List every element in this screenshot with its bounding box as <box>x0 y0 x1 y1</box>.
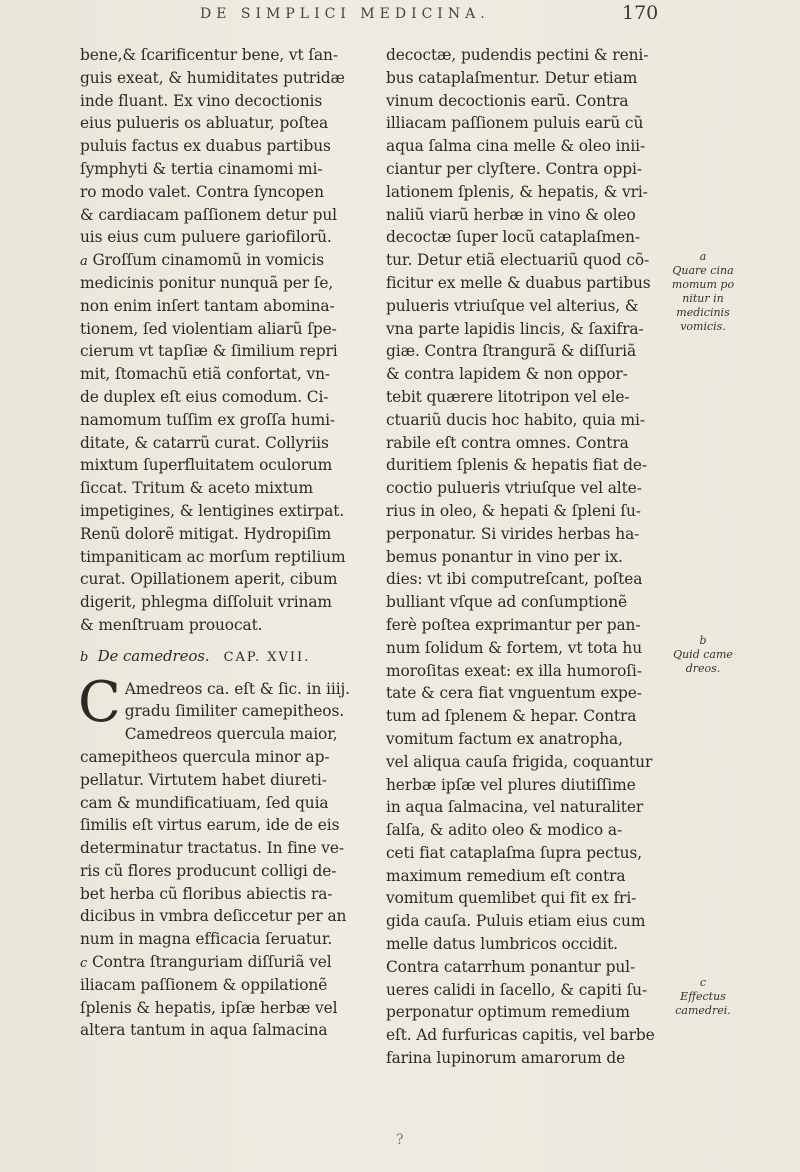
margin-note-a <box>668 250 738 334</box>
chapter-line: ſimilis eſt virtus earum, ide de eis <box>80 816 340 835</box>
left-top-line: guis exeat, & humiditates putridæ <box>80 68 345 87</box>
margin-text-c: Effectus camedrei. <box>675 990 731 1017</box>
chapter-lines <box>78 669 358 952</box>
line-a-first <box>80 249 358 272</box>
right-column-line: rius in oleo, & hepati & ſpleni ſu- <box>386 501 641 520</box>
right-column-line: tum ad ſplenem & hepar. Contra <box>386 707 637 726</box>
left-top-paragraph <box>80 44 358 249</box>
right-column-line: ctuariũ ducis hoc habito, quia mi- <box>386 410 645 429</box>
paragraph-c <box>80 951 358 1042</box>
margin-note-b <box>668 634 738 676</box>
right-column-line: in aqua ſalmacina, vel naturaliter <box>386 798 644 817</box>
right-column-line: gida cauſa. Puluis etiam eius cum <box>386 912 646 931</box>
line-text: Groſſum cinamomũ in vomicis <box>92 251 324 270</box>
paragraph-a-line: tionem, ſed violentiam aliarũ ſpe- <box>80 319 337 338</box>
right-column-line: giæ. Contra ſtrangurã & diſſuriã <box>386 342 637 361</box>
page-number: 170 <box>622 2 659 24</box>
right-column-line: maximum remedium eſt contra <box>386 866 626 885</box>
left-top-line: puluis factus ex duabus partibus <box>80 137 331 156</box>
signature-mark: ? <box>396 1132 404 1148</box>
right-column-line: perponatur optimum remedium <box>386 1003 630 1022</box>
left-top-line: inde fluant. Ex vino decoctionis <box>80 91 323 110</box>
paragraph-a-rest <box>80 272 358 637</box>
right-column-line: tebit quærere litotripon vel ele- <box>386 387 630 406</box>
right-column-line: ueres calidi in ſacello, & capiti ſu- <box>386 980 648 999</box>
paragraph-a-line: ditate, & catarrũ curat. Collyriis <box>80 433 329 452</box>
margin-letter-b: b <box>699 634 707 647</box>
left-top-line: ro modo valet. Contra ſyncopen <box>80 182 324 201</box>
paragraph-c-rest <box>80 974 358 1042</box>
left-top-line: eius pulueris os abluatur, poſtea <box>80 114 329 133</box>
paragraph-a-line: curat. Opillationem aperit, cibum <box>80 570 338 589</box>
margin-letter-c: c <box>699 976 707 989</box>
left-column <box>80 44 358 1042</box>
right-column <box>386 44 658 1070</box>
right-column-line: herbæ ipſæ vel plures diutiſſime <box>386 775 636 794</box>
right-column-line: tur. Detur etiã electuariũ quod cõ- <box>386 251 650 270</box>
right-column-line: moroſitas exeat: ex illa humoroſi- <box>386 661 642 680</box>
chapter-heading <box>80 645 358 670</box>
paragraph-a-line: ſiccat. Tritum & aceto mixtum <box>80 479 313 498</box>
right-column-line: bemus ponantur in vino per ix. <box>386 547 623 566</box>
right-column-line: vinum decoctionis earũ. Contra <box>386 91 629 110</box>
right-column-line: perponatur. Si virides herbas ha- <box>386 524 640 543</box>
chapter-line: pellatur. Virtutem habet diureti- <box>80 770 327 789</box>
paragraph-a <box>80 249 358 637</box>
right-column-line: ceti fiat cataplaſma ſupra pectus, <box>386 843 643 862</box>
right-column-line: & contra lapidem & non oppor- <box>386 365 628 384</box>
right-column-line: eſt. Ad furfuricas capitis, vel barbe <box>386 1026 655 1045</box>
chapter-line: ris cũ flores producunt colligi de- <box>80 861 337 880</box>
paragraph-a-line: mit, ſtomachũ etiã confortat, vn- <box>80 365 330 384</box>
chapter-line: cam & mundificatiuam, ſed quia <box>80 793 329 812</box>
paragraph-a-line: impetigines, & lentigines extirpat. <box>80 501 345 520</box>
line-text: Contra ſtranguriam diſſuriã vel <box>91 953 332 972</box>
right-column-line: naliũ viarũ herbæ in vino & oleo <box>386 205 636 224</box>
right-column-line: pulueris vtriuſque vel alterius, & <box>386 296 639 315</box>
right-column-line: num ſolidum & fortem, vt tota hu <box>386 638 643 657</box>
right-column-line: vel aliqua cauſa frigida, coquantur <box>386 752 653 771</box>
right-column-line: ſalſa, & adito oleo & modico a- <box>386 821 623 840</box>
chapter-number: CAP. XVII. <box>223 649 311 665</box>
right-column-line: rabile eſt contra omnes. Contra <box>386 433 629 452</box>
right-column-line: ferè poſtea exprimantur per pan- <box>386 615 641 634</box>
paragraph-a-line: Renũ dolorẽ mitigat. Hydropiſim <box>80 524 332 543</box>
margin-text-b: Quid came dreos. <box>673 648 733 675</box>
right-column-line: decoctæ, pudendis pectini & reni- <box>386 46 649 64</box>
left-top-line: bene,& ſcarificentur bene, vt ſan- <box>80 46 338 64</box>
right-column-line: bus cataplaſmentur. Detur etiam <box>386 68 638 87</box>
margin-note-c <box>668 976 738 1018</box>
right-column-line: aqua ſalma cina melle & oleo inii- <box>386 137 646 156</box>
right-column-line: decoctæ ſuper locũ cataplaſmen- <box>386 228 640 247</box>
right-column-line: tate & cera fiat vnguentum expe- <box>386 684 642 703</box>
chapter-line: bet herba cũ floribus abiectis ra- <box>80 884 333 903</box>
right-column-line: illiacam paſſionem puluis earũ cũ <box>386 114 644 133</box>
right-column-line: duritiem ſplenis & hepatis fiat de- <box>386 456 648 475</box>
paragraph-a-line: digerit, phlegma diſſoluit vrinam <box>80 593 332 612</box>
chapter-line: Amedreos ca. eſt & ſic. in iiij. <box>124 679 350 698</box>
right-column-line: bulliant vſque ad conſumptionẽ <box>386 593 628 612</box>
chapter-body <box>78 669 358 952</box>
left-top-line: uis eius cum puluere gariofilorũ. <box>80 228 332 247</box>
paragraph-a-line: medicinis ponitur nunquã per ſe, <box>80 273 334 292</box>
right-column-line: Contra catarrhum ponantur pul- <box>386 957 636 976</box>
drop-capital: C <box>78 669 121 735</box>
right-column-line: vomitum quemlibet qui fit ex fri- <box>386 889 637 908</box>
paragraph-a-line: cierum vt tapſiæ & ſimilium repri <box>80 342 338 361</box>
right-column-line: lationem ſplenis, & hepatis, & vri- <box>386 182 648 201</box>
chapter-marker-b: b <box>80 649 89 665</box>
right-column-line: farina lupinorum amarorum de <box>386 1049 626 1068</box>
paragraph-marker-c: c <box>80 956 88 972</box>
paragraph-a-line: non enim inſert tantam abomina- <box>80 296 335 315</box>
left-top-line: ſymphyti & tertia cinamomi mi- <box>80 159 323 178</box>
running-title: DE SIMPLICI MEDICINA. <box>200 6 490 22</box>
right-column-line: vna parte lapidis lincis, & ſaxifra- <box>386 319 644 338</box>
chapter-line: num in magna efficacia ſeruatur. <box>80 930 333 949</box>
chapter-line: determinatur tractatus. In fine ve- <box>80 839 344 858</box>
paragraph-a-line: de duplex eſt eius comodum. Ci- <box>80 387 329 406</box>
paragraph-a-line: & menſtruam prouocat. <box>80 615 263 634</box>
right-column-line: coctio pulueris vtriuſque vel alte- <box>386 479 642 498</box>
line-c-first <box>80 951 358 974</box>
chapter-line: dicibus in vmbra deſiccetur per an <box>80 907 347 926</box>
paragraph-c-line: ſplenis & hepatis, ipſæ herbæ vel <box>80 998 338 1017</box>
margin-text-a: Quare cina momum po nitur in medicinis vomicis. <box>671 264 735 333</box>
right-column-line: dies: vt ibi computreſcant, poſtea <box>386 570 643 589</box>
paragraph-c-line: altera tantum in aqua ſalmacina <box>80 1021 328 1040</box>
chapter-line: Camedreos quercula maior, <box>124 725 338 744</box>
paragraph-a-line: mixtum ſuperfluitatem oculorum <box>80 456 333 475</box>
chapter-line: camepitheos quercula minor ap- <box>80 747 330 766</box>
paragraph-marker-a: a <box>80 254 88 270</box>
right-column-line: melle datus lumbricos occidit. <box>386 935 618 954</box>
paragraph-c-line: iliacam paſſionem & oppilationẽ <box>80 975 328 994</box>
right-column-line: ficitur ex melle & duabus partibus <box>386 273 651 292</box>
paragraph-a-line: namomum tuſſim ex groſſa humi- <box>80 410 335 429</box>
right-column-line: vomitum factum ex anatropha, <box>386 729 623 748</box>
paragraph-a-line: timpaniticam ac morſum reptilium <box>80 547 346 566</box>
left-top-line: & cardiacam paſſionem detur pul <box>80 205 337 224</box>
chapter-line: gradu ſimiliter camepitheos. <box>124 702 345 721</box>
margin-letter-a: a <box>699 250 707 263</box>
right-column-line: ciantur per clyſtere. Contra oppi- <box>386 159 642 178</box>
chapter-title: De camedreos. <box>97 646 210 665</box>
